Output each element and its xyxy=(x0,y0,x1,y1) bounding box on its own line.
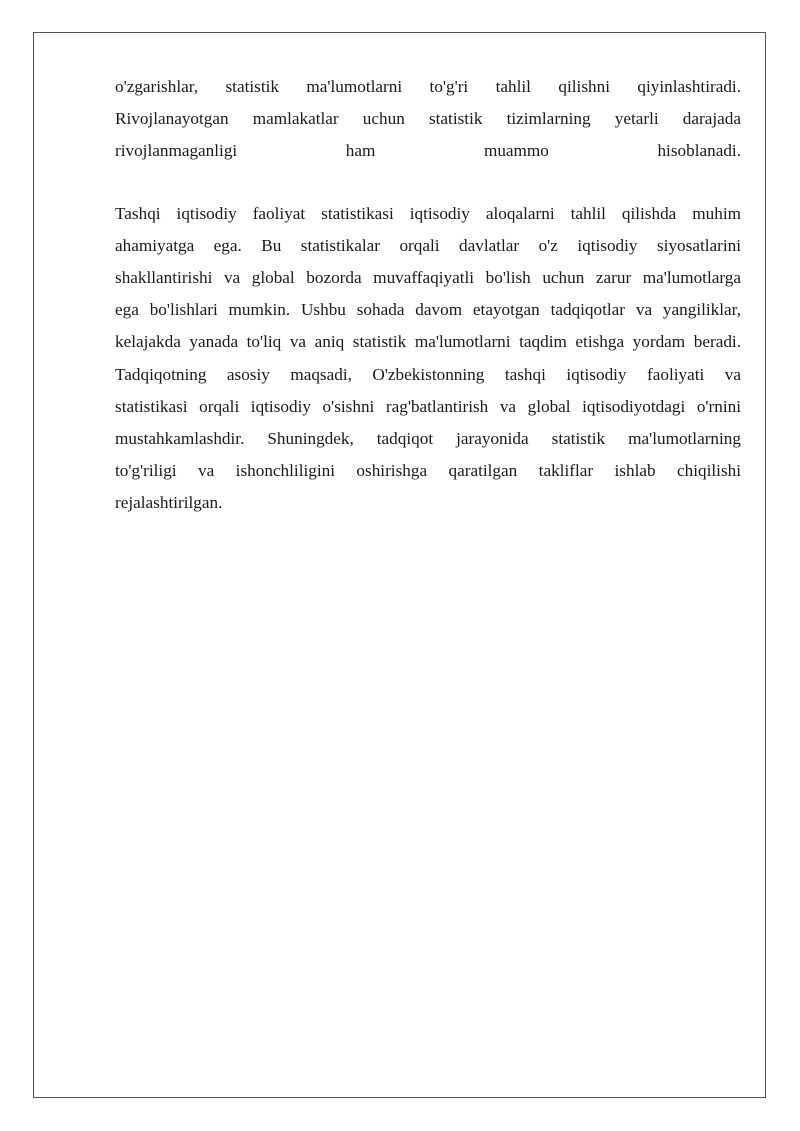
text-line: ega bo'lishlari mumkin. Ushbu sohada davom etayotgan tadqiqotlar va yangiliklar, xyxy=(115,300,741,320)
text-line: shakllantirishi va global bozorda muvaffaqiyatli bo'lish uchun zarur ma'lumotlarga xyxy=(115,268,741,288)
text-line: rejalashtirilgan. xyxy=(115,493,223,513)
document-body xyxy=(115,71,741,520)
paragraph-1 xyxy=(115,71,741,168)
text-line: kelajakda yanada to'liq va aniq statistik ma'lumotlarni taqdim etishga yordam beradi. xyxy=(115,332,741,352)
text-line: mustahkamlashdir. Shuningdek, tadqiqot jarayonida statistik ma'lumotlarning xyxy=(115,429,741,449)
text-line: Rivojlanayotgan mamlakatlar uchun statistik tizimlarning yetarli darajada xyxy=(115,109,741,129)
text-line: Tashqi iqtisodiy faoliyat statistikasi iqtisodiy aloqalarni tahlil qilishda muhim xyxy=(115,203,741,223)
text-line: to'g'riligi va ishonchliligini oshirishga qaratilgan takliflar ishlab chiqilishi xyxy=(115,461,741,481)
text-line: rivojlanmaganligi ham muammo hisoblanadi. xyxy=(115,141,741,161)
text-line: ahamiyatga ega. Bu statistikalar orqali davlatlar o'z iqtisodiy siyosatlarini xyxy=(115,235,741,255)
text-line: o'zgarishlar, statistik ma'lumotlarni to'g'ri tahlil qilishni qiyinlashtiradi. xyxy=(115,77,741,96)
text-line: statistikasi orqali iqtisodiy o'sishni rag'batlantirish va global iqtisodiyotdagi o'rnini xyxy=(115,396,741,416)
paragraph-2 xyxy=(115,198,741,520)
text-line: Tadqiqotning asosiy maqsadi, O'zbekistonning tashqi iqtisodiy faoliyati va xyxy=(115,364,741,384)
